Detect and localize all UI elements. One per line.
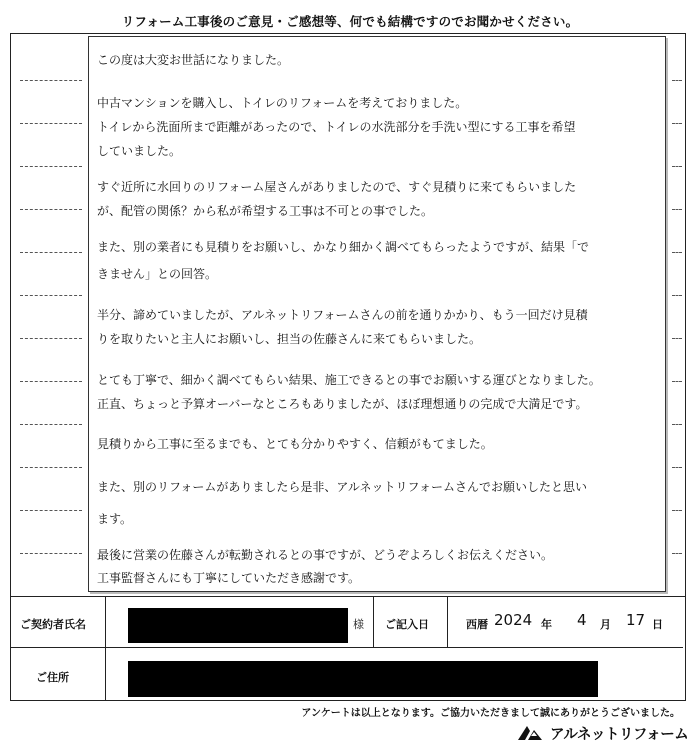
day-unit: 日 [652,618,663,631]
ruling-line [672,166,682,167]
letter-line: ます。 [97,512,133,526]
name-label: ご契約者氏名 [20,618,86,631]
letter-line: トイレから洗面所まで距離があったので、トイレの水洗部分を手洗い型にする工事を希望 [97,120,576,134]
letter-line: この度は大変お世話になりました。 [97,53,290,67]
ruling-line [20,166,82,167]
letter-line: りを取りたいと主人にお願いし、担当の佐藤さんに来てもらいました。 [97,332,482,346]
letter-line: 最後に営業の佐藤さんが転勤されるとの事ですが、どうぞよろしくお伝えください。 [97,548,554,562]
company-logo [516,722,688,744]
letter-line: 中古マンションを購入し、トイレのリフォームを考えておりました。 [97,96,468,110]
logo-text: アルネットリフォーム [550,726,689,743]
letter-line: また、別の業者にも見積りをお願いし、かなり細かく調べてもらったようですが、結果「で [97,240,590,254]
letter-line: が、配管の関係？から私が希望する工事は不可との事でした。 [97,204,434,218]
address-label: ご住所 [36,671,69,684]
name-redaction [128,608,348,643]
letter-line: すぐ近所に水回りのリフォーム屋さんがありましたので、すぐ見積りに来てもらいました [97,180,577,194]
day-value: 17 [626,611,646,629]
letter-sheet [88,36,666,592]
ruling-line [20,467,82,468]
ruling-line [20,338,82,339]
letter-line: きません」との回答。 [97,267,218,281]
ruling-line [672,209,682,210]
logo-mark-icon [516,723,544,743]
ruling-line [672,123,682,124]
footer-thanks-note: アンケートは以上となります。ご協力いただきまして誠にありがとうございました。 [301,708,680,719]
ruling-line [672,295,682,296]
ruling-line [20,209,82,210]
honorific: 様 [353,618,364,631]
ruling-line [20,510,82,511]
ruling-line [20,252,82,253]
year-unit: 年 [541,618,552,631]
ruling-line [672,80,682,81]
customer-info-table [10,596,686,701]
letter-line: 半分、諦めていましたが、アルネットリフォームさんの前を通りかかり、もう一回だけ見積 [97,308,588,322]
era-label: 西暦 [466,618,488,631]
date-label: ご記入日 [385,618,429,631]
month-unit: 月 [600,618,611,631]
row-divider [10,647,683,648]
ruling-line [20,80,82,81]
ruling-line [20,424,82,425]
letter-line: とても丁寧で、細かく調べてもらい結果、施工できるとの事でお願いする運びとなりました。 [97,373,601,387]
ruling-line [672,381,682,382]
ruling-line [672,338,682,339]
ruling-line [672,424,682,425]
address-redaction [128,661,598,697]
ruling-line [20,553,82,554]
ruling-line [672,553,682,554]
ruling-line [672,252,682,253]
letter-line: 正直、ちょっと予算オーバーなところもありましたが、ほぼ理想通りの完成で大満足です。 [97,397,588,411]
ruling-line [20,295,82,296]
column-divider [105,597,106,701]
column-divider [373,597,374,647]
letter-line: 工事監督さんにも丁寧にしていただき感謝です。 [97,571,361,585]
ruling-line [672,467,682,468]
letter-line: また、別のリフォームがありましたら是非、アルネットリフォームさんでお願いしたと思い [97,480,587,494]
ruling-line [20,123,82,124]
letter-line: 見積りから工事に至るまでも、とても分かりやすく、信頼がもてました。 [97,437,493,451]
ruling-line [672,510,682,511]
column-divider [447,597,448,647]
ruling-line [20,381,82,382]
letter-line: していました。 [97,144,182,158]
month-value: 4 [577,611,587,629]
survey-header-title: リフォーム工事後のご意見・ご感想等、何でも結構ですのでお聞かせください。 [121,14,579,29]
year-value: 2024 [494,611,533,629]
